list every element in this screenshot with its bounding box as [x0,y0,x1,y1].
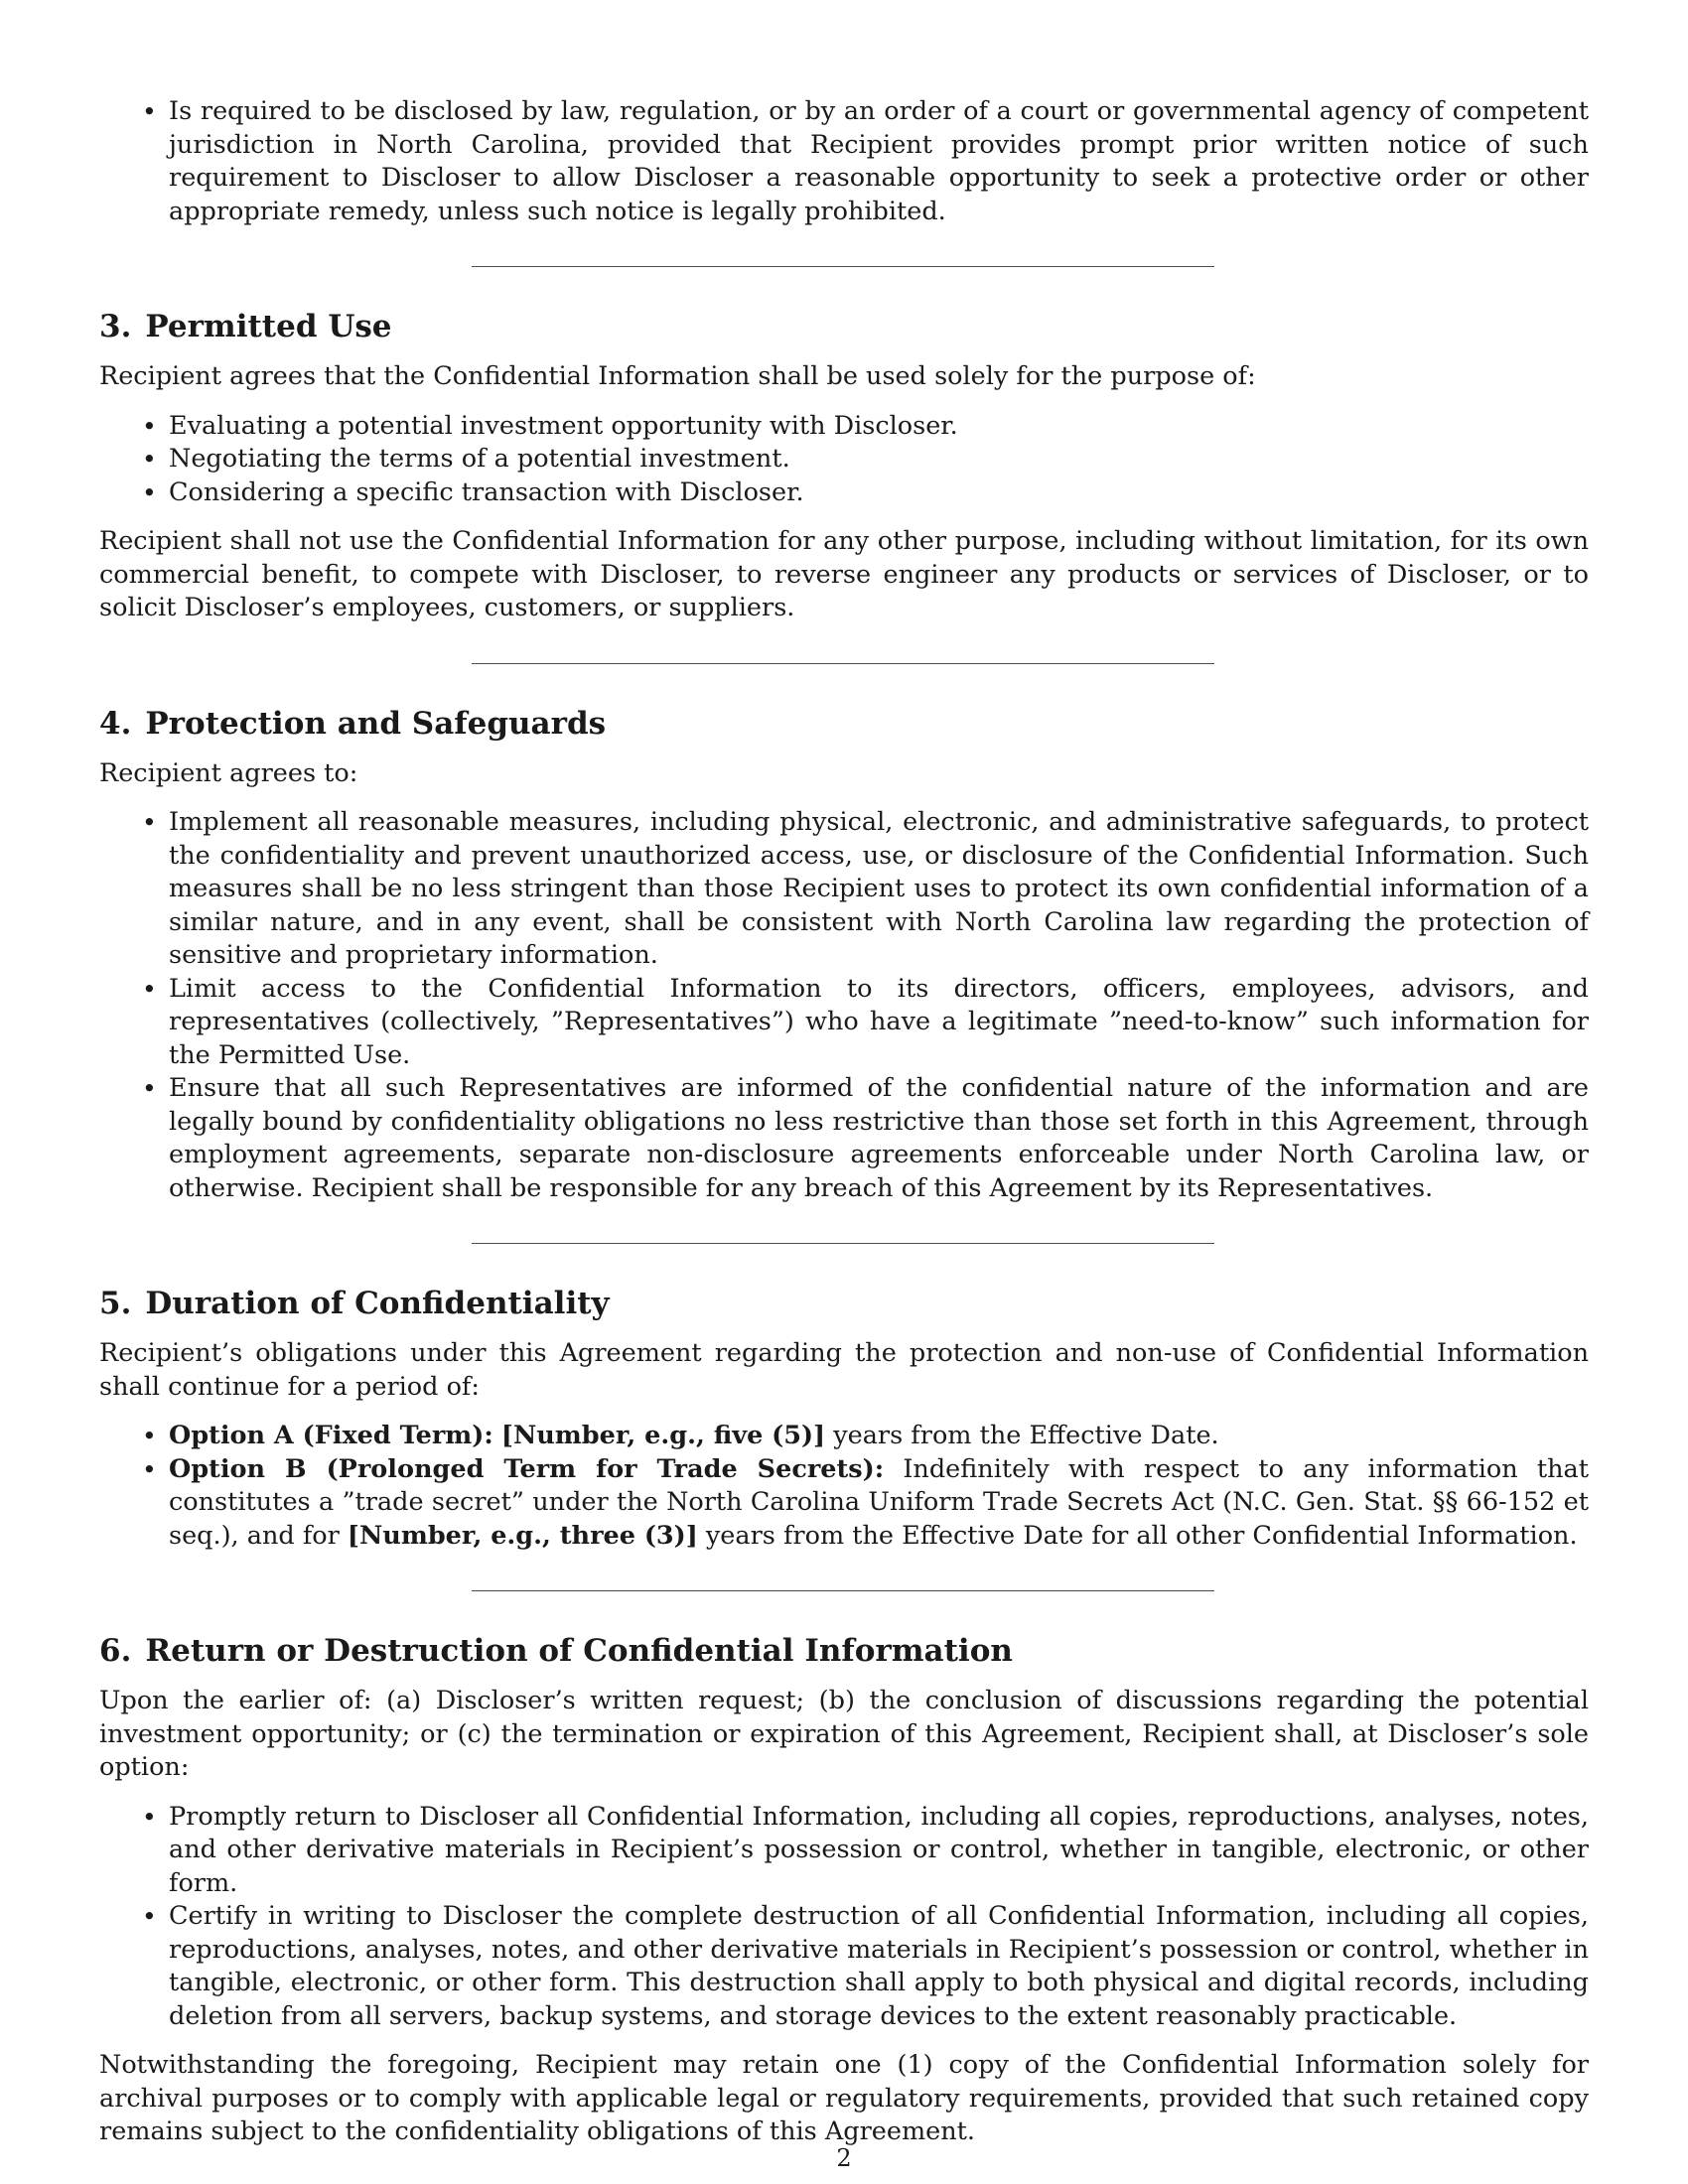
option-label: Option A (Fixed Term): [169,1421,493,1450]
section-number: 6. [99,1633,132,1669]
section-number: 4. [99,705,132,742]
list-item-option-a [169,1420,1589,1453]
list-item: • Is required to be disclosed by law, regulation, or by an order of a court or governmental agency of competent jurisdiction in North Carolina, provided that Recipient provides prompt prior written notice of such requirement to Discloser to allow Discloser a reasonable opportunity to seek a protective order or other appropriate remedy, unless such notice is legally prohibited. [169,95,1589,228]
option-text: years from the Effective Date. [825,1421,1219,1450]
section-title: Duration of Confidentiality [145,1286,610,1321]
section-number: 3. [99,309,132,344]
option-label: Option B (Prolonged Term for Trade Secrets): [169,1453,885,1484]
paragraph: Recipient agrees to: [99,757,358,788]
section-heading-permitted-use [99,307,1589,346]
option-text: Indefinitely with respect to any information that constitutes a ”trade secret” under the North Carolina Uniform Trade Secrets Act (N.C. Gen. Stat. §§ 66-152 et seq.), and for [169,1453,1589,1551]
paragraph: Notwithstanding the foregoing, Recipient may retain one (1) copy of the Confidential Information solely for archival purposes or to comply with applicable legal or regulatory requirements, provided that such retained copy remains subject to the confidentiality obligations of this Agreement. [99,2050,1589,2146]
permitted-use-list [99,410,1589,510]
section-heading-protection [99,704,1589,744]
list-item: • Limit access to the Confidential Information to its directors, officers, employees, advisors, and representatives (collectively, ”Representatives”) who have a legitimate ”need-to-know” such information for the Permitted Use. [169,973,1589,1073]
list-item: • Ensure that all such Representatives are informed of the confidential nature of the information and are legally bound by confidentiality obligations no less restrictive than those set forth in this Agreement, through employment agreements, separate non-disclosure agreements enforceable under North Carolina law, or otherwise. Recipient shall be responsible for any breach of this Agreement by its Representatives. [169,1072,1589,1205]
section-title: Protection and Safeguards [145,705,607,742]
placeholder-text: [Number, e.g., five (5)] [500,1421,826,1450]
section-title: Permitted Use [145,309,392,344]
document-page [99,95,1589,2149]
top-bullet-list [99,95,1589,228]
duration-options-list [99,1420,1589,1553]
list-item: • Promptly return to Discloser all Confidential Information, including all copies, reproductions, analyses, notes, and other derivative materials in Recipient’s possession or control, whether in tangible, electronic, or other form. [169,1801,1589,1901]
list-item: • Negotiating the terms of a potential investment. [169,443,1589,477]
return-destruction-list [99,1801,1589,2034]
list-item: • Implement all reasonable measures, including physical, electronic, and administrative safeguards, to protect the confidentiality and prevent unauthorized access, use, or disclosure of the Confidential Information. Such measures shall be no less stringent than those Recipient uses to protect its own confidential information of a similar nature, and in any event, shall be consistent with North Carolina law regarding the protection of sensitive and proprietary information. [169,806,1589,973]
section-title: Return or Destruction of Confidential Information [145,1633,1013,1669]
list-item: • Considering a specific transaction with Discloser. [169,477,1589,510]
list-item-option-b [169,1453,1589,1554]
paragraph: Recipient shall not use the Confidential Information for any other purpose, including without limitation, for its own commercial benefit, to compete with Discloser, to reverse engineer any products or services of Discloser, or to solicit Discloser’s employees, customers, or suppliers. [99,526,1589,622]
section-heading-return [99,1631,1589,1671]
paragraph: Recipient’s obligations under this Agreement regarding the protection and non-use of Confidential Information shall continue for a period of: [99,1338,1589,1402]
paragraph: Recipient agrees that the Confidential Information shall be used solely for the purpose of: [99,361,1256,391]
list-item: • Evaluating a potential investment opportunity with Discloser. [169,410,1589,444]
placeholder-text: [Number, e.g., three (3)] [347,1520,698,1551]
section-heading-duration [99,1284,1589,1323]
safeguards-list [99,806,1589,1205]
section-number: 5. [99,1286,132,1321]
list-item: • Certify in writing to Discloser the complete destruction of all Confidential Information, including all copies, reproductions, analyses, notes, and other derivative materials in Recipient’s possession or control, whether in tangible, electronic, or other form. This destruction shall apply to both physical and digital records, including deletion from all servers, backup systems, and storage devices to the extent reasonably practicable. [169,1900,1589,2033]
page-number: 2 [836,2144,852,2172]
paragraph: Upon the earlier of: (a) Discloser’s written request; (b) the conclusion of discussions regarding the potential investment opportunity; or (c) the termination or expiration of this Agreement, Recipient shall, at Discloser’s sole option: [99,1686,1589,1782]
option-text: years from the Effective Date for all other Confidential Information. [697,1520,1578,1551]
